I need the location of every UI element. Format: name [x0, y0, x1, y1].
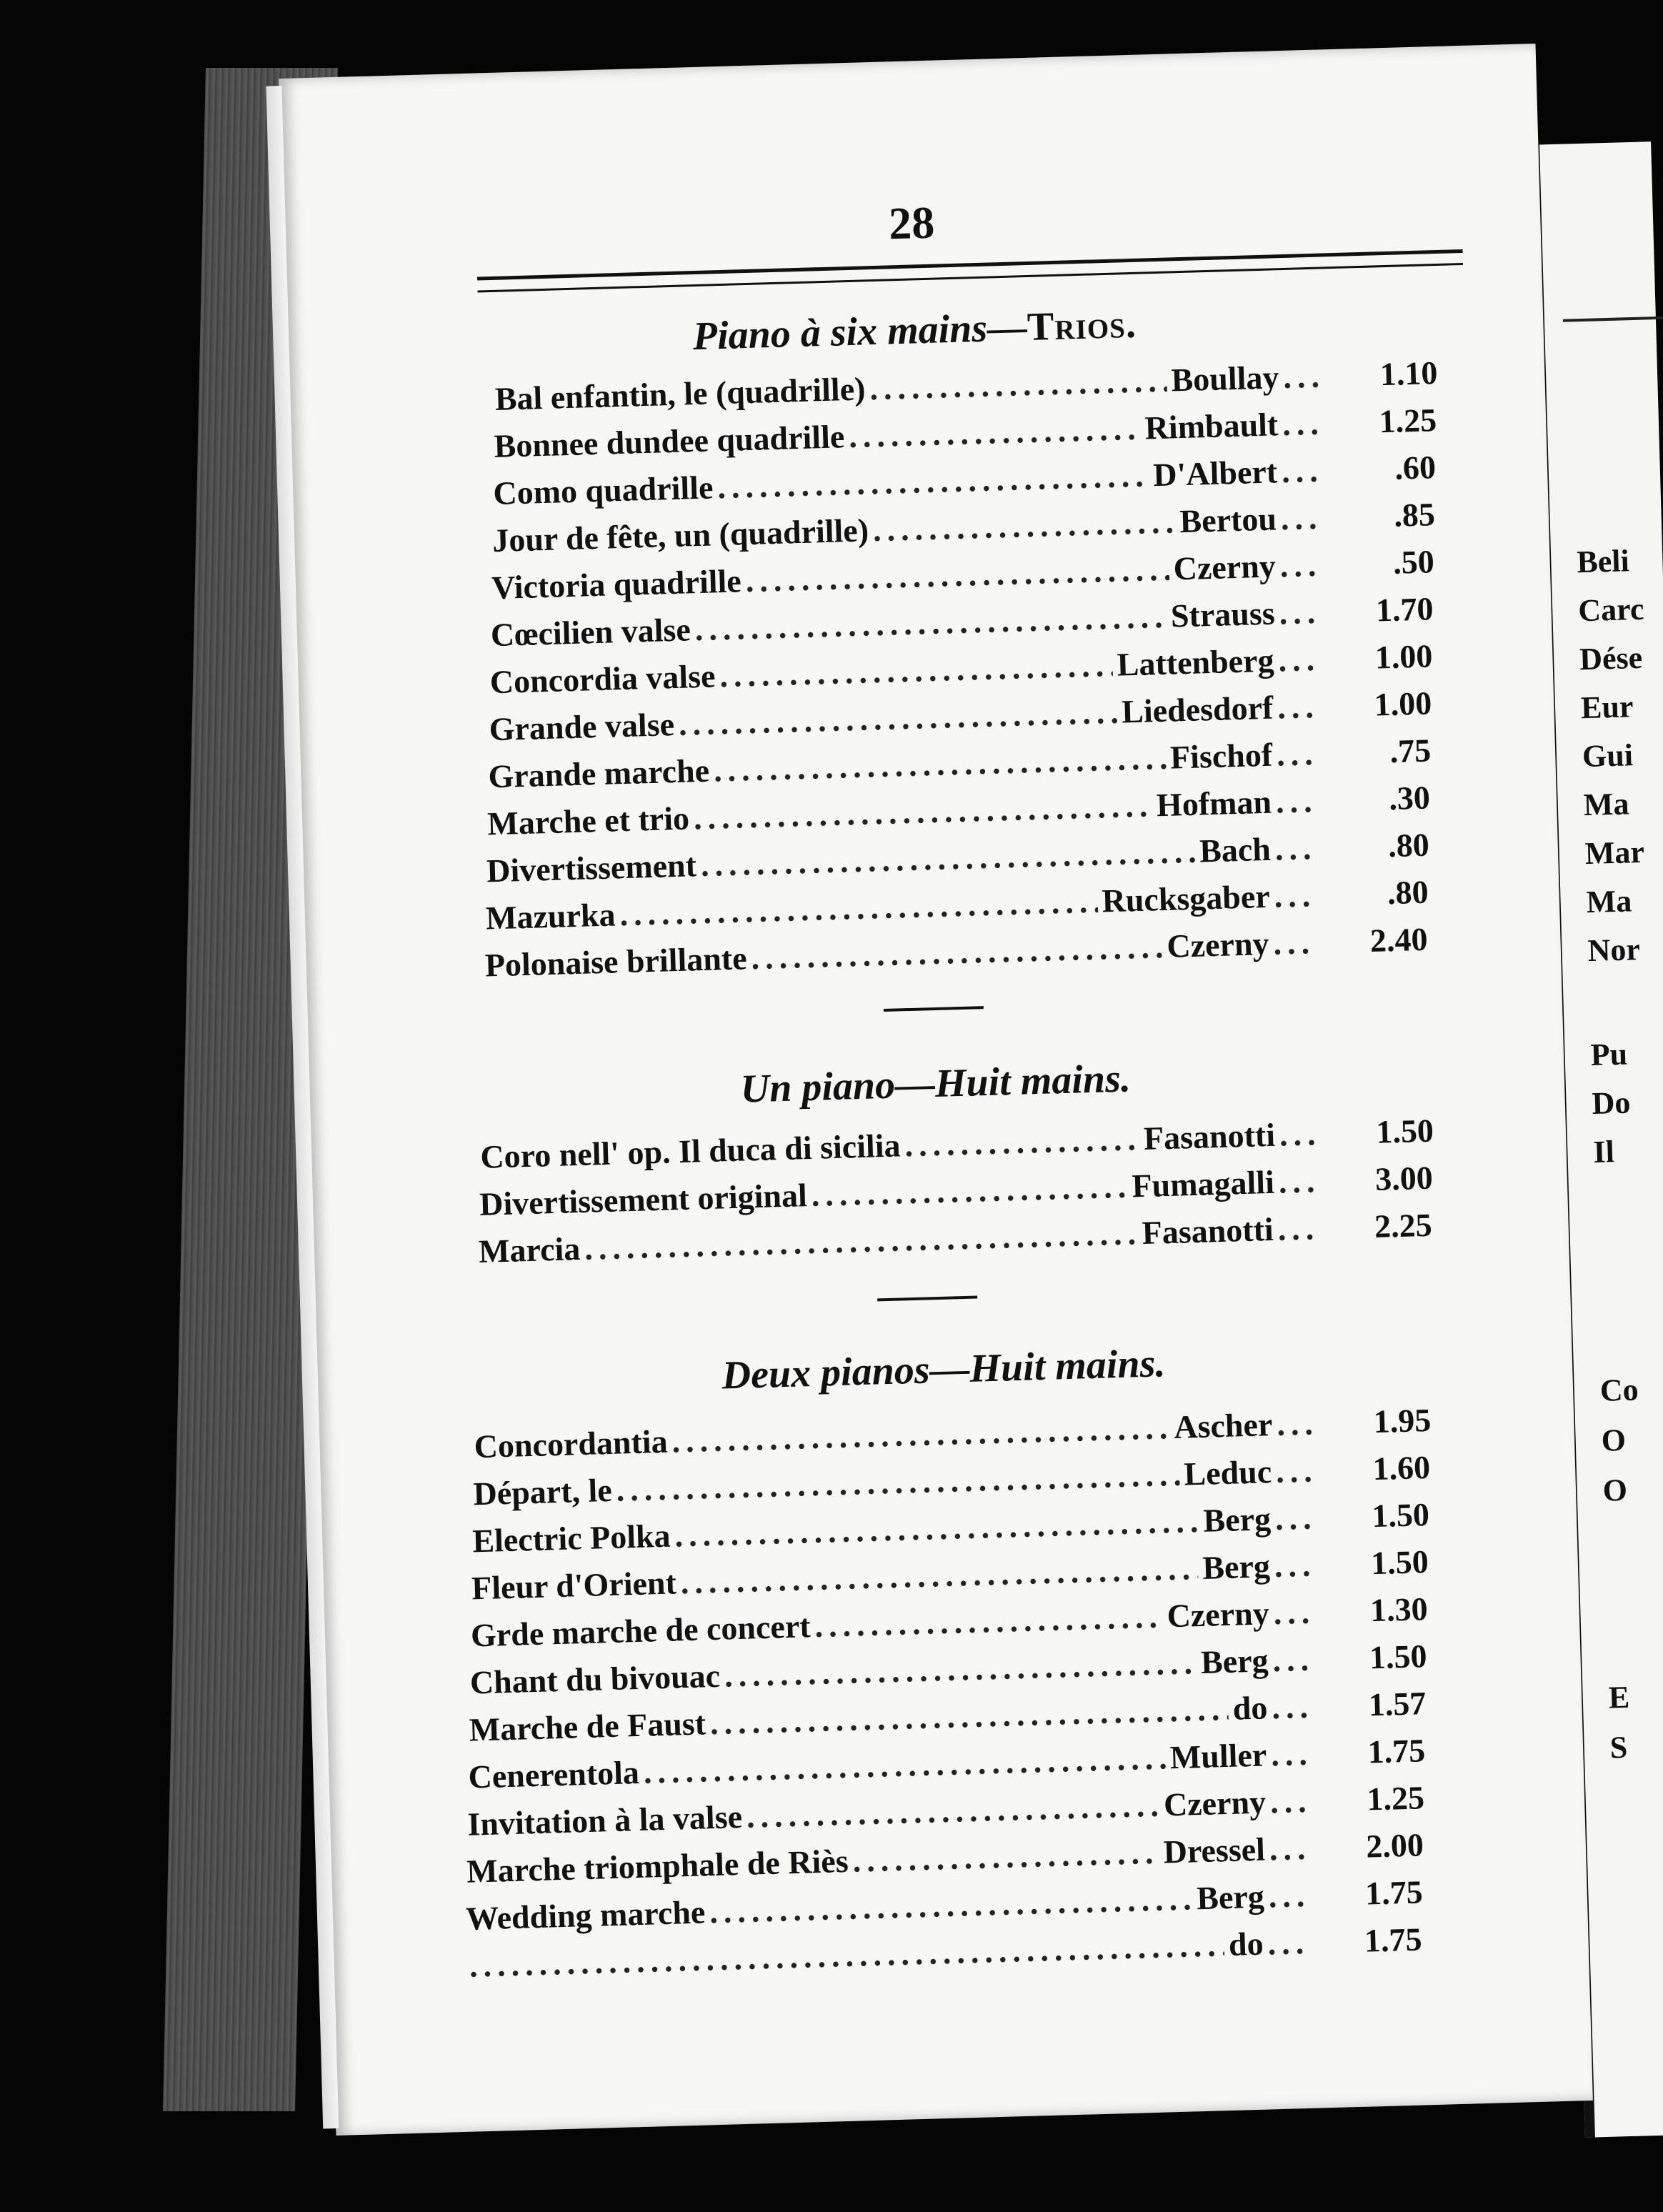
piece-title: Grde marche de concert	[470, 1608, 811, 1654]
price: 1.50	[1369, 1638, 1428, 1676]
facing-page-fragment: Carc	[1577, 591, 1645, 629]
piece-title: Coro nell' op. Il duca di sicilia	[479, 1127, 902, 1175]
composer: Fasanotti	[1141, 1210, 1274, 1252]
piece-title: Concordia valse	[489, 657, 716, 701]
price: 1.75	[1367, 1732, 1426, 1770]
price: .50	[1392, 543, 1435, 581]
composer: Bertou	[1179, 500, 1277, 540]
composer: Liedesdorf	[1121, 689, 1274, 730]
composer: Boullay	[1170, 359, 1280, 399]
price: 1.95	[1372, 1401, 1432, 1440]
piece-title: Divertissement original	[479, 1177, 808, 1222]
piece-title: Cœcilien valse	[490, 611, 691, 654]
facing-page-fragment: O	[1602, 1472, 1628, 1508]
piece-title: Bal enfantin, le (quadrille)	[494, 370, 867, 417]
composer: Hofman	[1156, 783, 1272, 824]
piece-title: Polonaise brillante	[484, 940, 748, 984]
composer: Ascher	[1173, 1406, 1273, 1445]
price: .85	[1393, 496, 1436, 534]
price: .30	[1388, 779, 1431, 817]
composer: Fischof	[1169, 736, 1273, 776]
price: 1.60	[1372, 1448, 1431, 1488]
composer: Czerny	[1166, 1595, 1270, 1635]
composer: Berg	[1200, 1642, 1269, 1680]
composer: Czerny	[1166, 925, 1270, 965]
section-title-deux-pianos	[314, 1329, 1572, 1410]
price: 2.00	[1365, 1826, 1424, 1865]
section-title-huit-mains	[306, 1043, 1564, 1124]
price: 1.25	[1378, 402, 1437, 440]
price: .80	[1387, 873, 1429, 912]
price: 1.00	[1373, 684, 1432, 723]
facing-page-rule	[1563, 317, 1663, 322]
composer: do	[1228, 1925, 1264, 1963]
price: 1.75	[1364, 1920, 1423, 1959]
price: 1.50	[1375, 1112, 1434, 1150]
piece-title: Electric Polka	[471, 1517, 671, 1560]
facing-page-fragment: Eur	[1580, 689, 1634, 726]
piece-title: Départ, le	[472, 1471, 613, 1513]
facing-page-fragment: E	[1608, 1679, 1630, 1715]
composer: Leduc	[1183, 1453, 1272, 1493]
page-number: 28	[888, 196, 936, 249]
price: 1.70	[1375, 590, 1434, 629]
price: 2.40	[1369, 920, 1429, 959]
piece-title: Marche triomphale de Riès	[466, 1842, 849, 1890]
piece-title: Chant du bivouac	[469, 1657, 721, 1701]
piece-title: Mazurka	[485, 896, 616, 937]
price: .80	[1387, 826, 1430, 865]
facing-page-fragment: O	[1601, 1422, 1627, 1458]
price: 1.00	[1374, 637, 1434, 676]
price: 2.25	[1374, 1206, 1433, 1245]
composer: Fumagalli	[1131, 1163, 1275, 1205]
section-title-caps: Trios.	[1027, 302, 1137, 349]
composer: Czerny	[1172, 547, 1277, 587]
price: 1.10	[1379, 354, 1438, 393]
facing-page-fragment: Mar	[1584, 834, 1645, 872]
piece-title: Fleur d'Orient	[471, 1564, 677, 1607]
composer: Strauss	[1170, 594, 1276, 634]
piece-title: Concordantia	[473, 1423, 669, 1465]
piece-title: Bonnee dundee quadrille	[493, 418, 845, 464]
composer: D'Albert	[1152, 453, 1278, 494]
piece-title: Marche de Faust	[469, 1705, 706, 1748]
piece-title: Jour de fête, un (quadrille)	[491, 512, 869, 559]
price: 3.00	[1374, 1159, 1434, 1197]
piece-title: Marche et trio	[486, 799, 690, 842]
composer: Czerny	[1163, 1783, 1267, 1823]
price: 1.50	[1371, 1495, 1430, 1535]
facing-page-fragment: Ma	[1586, 883, 1632, 920]
section-divider	[884, 1006, 984, 1012]
piece-title: Divertissement	[486, 847, 697, 890]
section-divider	[877, 1295, 977, 1301]
piece-title: Victoria quadrille	[491, 562, 742, 607]
composer: Fasanotti	[1143, 1116, 1276, 1157]
price: 1.75	[1364, 1873, 1424, 1912]
facing-page-fragment: Ma	[1583, 786, 1630, 823]
facing-page-fragment: Nor	[1587, 932, 1641, 969]
piece-title: Wedding marche	[465, 1893, 706, 1937]
piece-title: Grande marche	[487, 752, 710, 795]
price: 1.50	[1370, 1543, 1429, 1582]
facing-page-fragment: Beli	[1576, 543, 1630, 580]
facing-page-fragment: Dése	[1579, 639, 1643, 677]
composer: Berg	[1202, 1500, 1272, 1539]
facing-page-fragment: Co	[1599, 1372, 1639, 1408]
price: 1.57	[1368, 1685, 1427, 1723]
composer: Dressel	[1162, 1830, 1266, 1870]
section-title-italic: Piano à six mains—	[692, 305, 1028, 359]
piece-title: Invitation à la valse	[466, 1798, 743, 1843]
composer: Berg	[1202, 1548, 1271, 1586]
price: .60	[1394, 449, 1437, 487]
price: 1.30	[1369, 1590, 1429, 1629]
composer: Bach	[1199, 830, 1272, 870]
facing-page-fragment: S	[1609, 1729, 1628, 1765]
piece-title: Grande valse	[488, 706, 675, 748]
section-title-italic: Deux pianos—Huit mains.	[721, 1341, 1167, 1398]
price: 1.25	[1366, 1779, 1425, 1818]
piece-title: Marcia	[478, 1230, 581, 1270]
composer: Berg	[1196, 1878, 1265, 1917]
composer: Lattenberg	[1117, 642, 1275, 683]
piece-title: Cenerentola	[467, 1753, 640, 1795]
composer: Rimbault	[1144, 406, 1279, 447]
facing-page-fragment: Pu	[1589, 1036, 1628, 1073]
section-title-italic: Un piano—Huit mains.	[739, 1056, 1132, 1112]
catalog-page	[279, 44, 1593, 2136]
facing-page-fragment: Il	[1592, 1134, 1615, 1170]
composer: Muller	[1169, 1736, 1267, 1776]
piece-title: Como quadrille	[492, 469, 714, 512]
composer: Rucksgaber	[1101, 877, 1271, 920]
price: .75	[1389, 732, 1432, 770]
composer: do	[1232, 1689, 1269, 1727]
facing-page-fragment: Do	[1591, 1085, 1632, 1121]
facing-page-fragment: Gui	[1582, 737, 1634, 774]
